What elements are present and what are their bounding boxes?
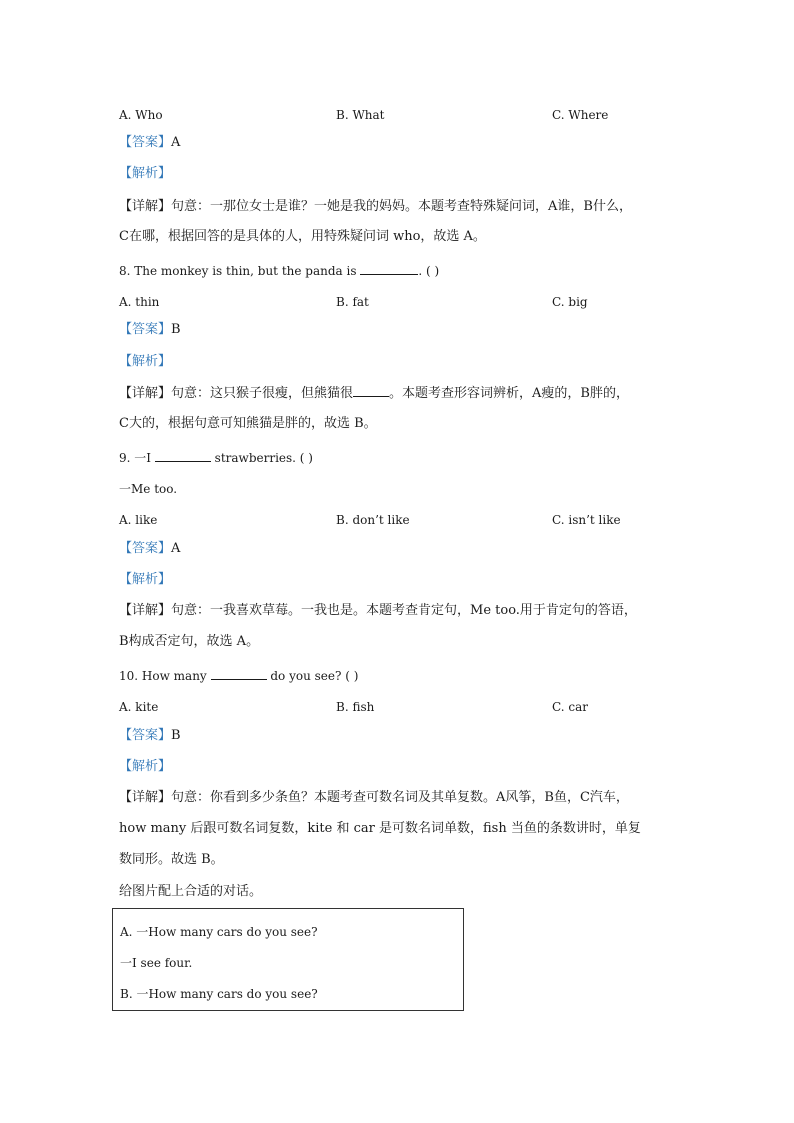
q9-answer — [119, 540, 180, 558]
q9-option-c: C. isn’t like — [552, 513, 621, 527]
q7-answer — [119, 134, 180, 152]
q10-detail-line-1 — [119, 789, 629, 807]
detail-text-end: 。本题考查形容词辨析，A瘦的，B胖的， — [389, 386, 629, 401]
q8-analysis-tag: 【解析】 — [119, 354, 172, 369]
question-text-end: strawberries. ( ) — [214, 451, 313, 465]
question-text-end: . ( ) — [418, 264, 440, 278]
q10-answer — [119, 727, 181, 745]
detail-text: 句意：一那位女士是谁？一她是我的妈妈。本题考查特殊疑问词，A谁，B什么， — [171, 199, 632, 214]
q10-option-b: B. fish — [336, 700, 375, 714]
detail-tag: 【详解】 — [119, 603, 172, 618]
answer-tag: 【答案】 — [119, 541, 172, 556]
q7-option-c: C. Where — [552, 108, 609, 122]
question-text-end: do you see? ( ) — [270, 669, 359, 683]
q8-detail-line-1 — [119, 385, 629, 403]
answer-value: B — [171, 728, 181, 743]
answer-blank — [211, 668, 267, 680]
detail-tag: 【详解】 — [119, 199, 172, 214]
q9-detail-line-2: B构成否定句，故选 A。 — [119, 634, 260, 649]
dialog-line-2: 一I see four. — [120, 956, 193, 970]
q9-question — [119, 449, 313, 467]
detail-text: 句意：你看到多少条鱼？本题考查可数名词及其单复数。A风筝，B鱼，C汽车， — [171, 790, 629, 805]
q10-detail-line-3: 数同形。故选 B。 — [119, 852, 224, 867]
q9-option-a: A. like — [119, 513, 158, 527]
answer-blank — [360, 263, 418, 275]
detail-blank — [353, 385, 389, 397]
answer-blank — [155, 450, 211, 462]
detail-tag: 【详解】 — [119, 790, 172, 805]
detail-text: 句意：这只猴子很瘦，但熊猫很 — [171, 386, 354, 401]
q7-detail-line-2: C在哪，根据回答的是具体的人，用特殊疑问词 who，故选 A。 — [119, 229, 486, 244]
answer-value: B — [171, 322, 181, 337]
q9-detail-line-1 — [119, 602, 637, 620]
q8-answer — [119, 321, 181, 339]
section-instruction: 给图片配上合适的对话。 — [119, 884, 263, 899]
q10-option-c: C. car — [552, 700, 588, 714]
question-text: 9. 一I — [119, 451, 152, 465]
answer-tag: 【答案】 — [119, 728, 172, 743]
q8-option-c: C. big — [552, 295, 588, 309]
q10-analysis-tag: 【解析】 — [119, 759, 172, 774]
q7-option-b: B. What — [336, 108, 385, 122]
q9-option-b: B. don’t like — [336, 513, 410, 527]
q10-detail-line-2: how many 后跟可数名词复数，kite 和 car 是可数名词单数，fish 当鱼的条数讲时，单复 — [119, 821, 641, 836]
q8-detail-line-2: C大的，根据句意可知熊猫是胖的，故选 B。 — [119, 416, 377, 431]
q10-option-a: A. kite — [119, 700, 159, 714]
dialog-line-1: A. 一How many cars do you see? — [120, 925, 318, 939]
q10-question — [119, 667, 358, 685]
answer-tag: 【答案】 — [119, 135, 172, 150]
detail-tag: 【详解】 — [119, 386, 172, 401]
answer-tag: 【答案】 — [119, 322, 172, 337]
question-text: 10. How many — [119, 669, 207, 683]
q7-analysis-tag: 【解析】 — [119, 166, 172, 181]
question-text: 8. The monkey is thin, but the panda is — [119, 264, 357, 278]
q8-option-a: A. thin — [119, 295, 160, 309]
q9-analysis-tag: 【解析】 — [119, 572, 172, 587]
detail-text: 句意：一我喜欢草莓。一我也是。本题考查肯定句，Me too.用于肯定句的答语， — [171, 603, 637, 618]
q8-option-b: B. fat — [336, 295, 369, 309]
q8-question — [119, 262, 439, 280]
answer-value: A — [171, 135, 181, 150]
dialog-line-3: B. 一How many cars do you see? — [120, 987, 318, 1001]
dialog-box — [112, 908, 464, 1011]
q7-option-a: A. Who — [119, 108, 163, 122]
q7-detail-line-1 — [119, 198, 632, 216]
q9-reply: 一Me too. — [119, 482, 178, 496]
answer-value: A — [171, 541, 181, 556]
